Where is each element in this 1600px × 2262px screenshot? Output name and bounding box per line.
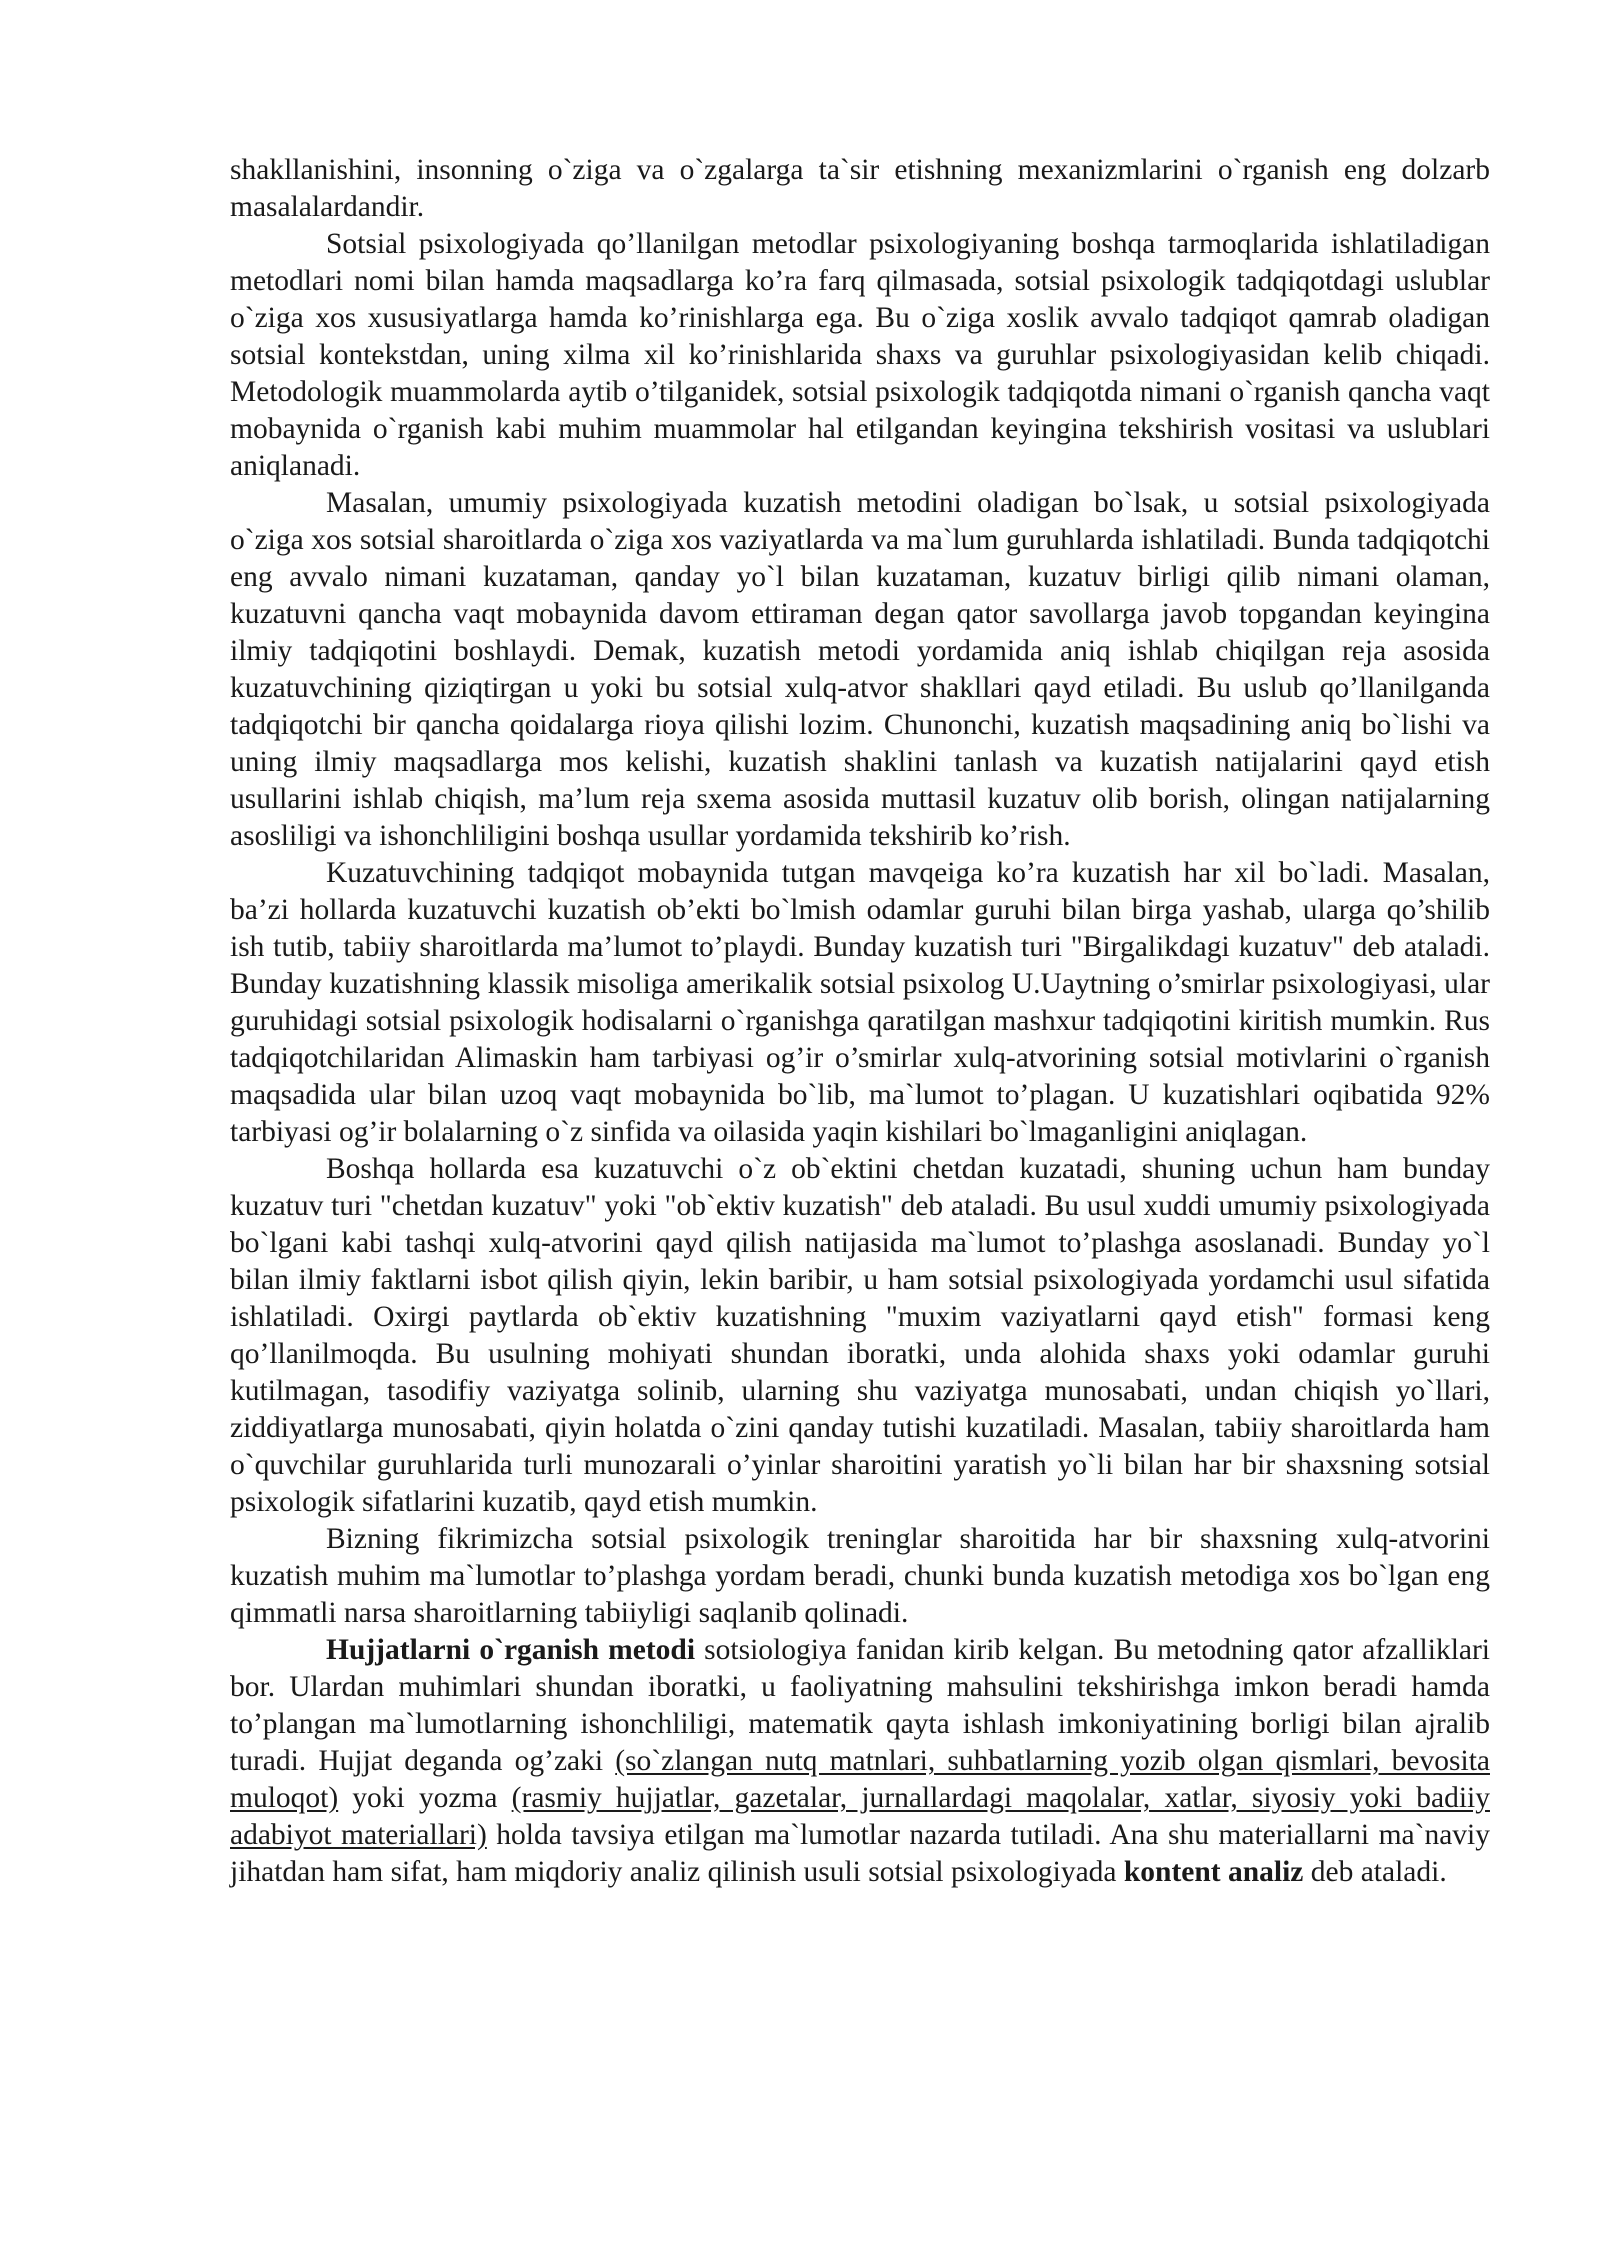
underlined-written-documents: (rasmiy hujjatlar, gazetalar, jurnallardagi maqolalar, xatlar, siyosiy yoki badiiy adabiyot materiallari) bbox=[230, 1782, 1490, 1851]
paragraph-methods-intro: Sotsial psixologiyada qo’llanilgan metodlar psixologiyaning boshqa tarmoqlarida ishlatiladigan metodlari nomi bilan hamda maqsadlarga ko’ra farq qilmasada, sotsial psixologik tadqiqotdagi uslublar o`ziga xos xususiyatlarga hamda ko’rinishlarga ega. Bu o`ziga xoslik avvalo tadqiqot qamrab oladigan sotsial kontekstdan, uning xilma xil ko’rinishlarida shaxs va guruhlar psixologiyasidan kelib chiqadi. Metodologik muammolarda aytib o’tilganidek, sotsial psixologik tadqiqotda nimani o`rganish qancha vaqt mobaynida o`rganish kabi muhim muammolar hal etilgandan keyingina tekshirish vositasi va uslublari aniqlanadi. bbox=[230, 228, 1490, 482]
underlined-oral-documents: (so`zlangan nutq matnlari, suhbatlarning yozib olgan qismlari, bevosita muloqot) bbox=[230, 1745, 1490, 1814]
paragraph-observation-method: Masalan, umumiy psixologiyada kuzatish metodini oladigan bo`lsak, u sotsial psixologiyada o`ziga xos sotsial sharoitlarda o`ziga xos vaziyatlarda va ma`lum guruhlarda ishlatiladi. Bunda tadqiqotchi eng avvalo nimani kuzataman, qanday yo`l bilan kuzataman, kuzatuv birligi qilib nimani olaman, kuzatuvni qancha vaqt mobaynida davom ettiraman degan qator savollarga javob topgandan keyingina ilmiy tadqiqotini boshlaydi. Demak, kuzatish metodi yordamida aniq ishlab chiqilgan reja asosida kuzatuvchining qiziqtirgan u yoki bu sotsial xulq-atvor shakllari qayd etiladi. Bu uslub qo’llanilganda tadqiqotchi bir qancha qoidalarga rioya qilishi lozim. Chunonchi, kuzatish maqsadining aniq bo`lishi va uning ilmiy maqsadlarga mos kelishi, kuzatish shaklini tanlash va kuzatish natijalarini qayd etish usullarini ishlab chiqish, ma’lum reja sxema asosida muttasil kuzatuv olib borish, olingan natijalarning asosliligi va ishonchliligini boshqa usullar yordamida tekshirib ko’rish. bbox=[230, 487, 1490, 852]
text-segment: deb ataladi. bbox=[1303, 1856, 1447, 1888]
paragraph-external-observation: Boshqa hollarda esa kuzatuvchi o`z ob`ektini chetdan kuzatadi, shuning uchun ham bunday kuzatuv turi "chetdan kuzatuv" yoki "ob`ektiv kuzatish" deb ataladi. Bu usul xuddi umumiy psixologiyada bo`lgani kabi tashqi xulq-atvorini qayd qilish natijasida ma`lumot to’plashga asoslanadi. Bunday yo`l bilan ilmiy faktlarni isbot qilish qiyin, lekin baribir, u ham sotsial psixologiyada yordamchi usul sifatida ishlatiladi. Oxirgi paytlarda ob`ektiv kuzatishning "muxim vaziyatlarni qayd etish" formasi keng qo’llanilmoqda. Bu usulning mohiyati shundan iboratki, unda alohida shaxs yoki odamlar guruhi kutilmagan, tasodifiy vaziyatga solinib, ularning shu vaziyatga munosabati, undan chiqish yo`llari, ziddiyatlarga munosabati, qiyin holatda o`zini qanday tutishi kuzatiladi. Masalan, tabiiy sharoitlarda ham o`quvchilar guruhlarida turli munozarali o’yinlar sharoitini yaratish yo`li bilan har bir shaxsning sotsial psixologik sifatlarini kuzatib, qayd etish mumkin. bbox=[230, 1153, 1490, 1518]
text-segment: holda tavsiya etilgan ma`lumotlar nazarda tutiladi. Ana shu materiallarni ma`naviy jihatdan ham sifat, ham miqdoriy analiz qilinish usuli sotsial psixologiyada bbox=[230, 1819, 1490, 1888]
text-segment: yoki yozma bbox=[338, 1782, 512, 1814]
text-segment: sotsiologiya fanidan kirib kelgan. Bu metodning qator afzalliklari bor. Ulardan muhimlari shundan iboratki, u faoliyatning mahsulini tekshirishga imkon beradi hamda to’plangan ma`lumotlarning ishonchliligi, matematik qayta ishlash imkoniyatining borligi bilan ajralib turadi. Hujjat deganda og’zaki bbox=[230, 1634, 1490, 1777]
paragraph-participant-observation: Kuzatuvchining tadqiqot mobaynida tutgan mavqeiga ko’ra kuzatish har xil bo`ladi. Masalan, ba’zi hollarda kuzatuvchi kuzatish ob’ekti bo`lmish odamlar guruhi bilan birga yashab, ularga qo’shilib ish tutib, tabiiy sharoitlarda ma’lumot to’playdi. Bunday kuzatish turi "Birgalikdagi kuzatuv" deb ataladi. Bunday kuzatishning klassik misoliga amerikalik sotsial psixolog U.Uaytning o’smirlar psixologiyasi, ular guruhidagi sotsial psixologik hodisalarni o`rganishga qaratilgan mashxur tadqiqotini kiritish mumkin. Rus tadqiqotchilaridan Alimaskin ham tarbiyasi og’ir o’smirlar xulq-atvorining sotsial motivlarini o`rganish maqsadida ular bilan uzoq vaqt mobaynida bo`lib, ma`lumot to’plagan. U kuzatishlari oqibatida 92% tarbiyasi og’ir bolalarning o`z sinfida va oilasida yaqin kishilari bo`lmaganligini aniqlagan. bbox=[230, 857, 1490, 1148]
paragraph-document-study-method bbox=[230, 1632, 1490, 1891]
paragraph-continuation: shakllanishini, insonning o`ziga va o`zgalarga ta`sir etishning mexanizmlarini o`rganish eng dolzarb masalalardandir. bbox=[230, 154, 1490, 223]
paragraph-trainings: Bizning fikrimizcha sotsial psixologik treninglar sharoitida har bir shaxsning xulq-atvorini kuzatish muhim ma`lumotlar to’plashga yordam beradi, chunki bunda kuzatish metodiga xos bo`lgan eng qimmatli narsa sharoitlarning tabiiyligi saqlanib qolinadi. bbox=[230, 1523, 1490, 1629]
document-page bbox=[230, 152, 1490, 1891]
method-title-bold: Hujjatlarni o`rganish metodi bbox=[326, 1634, 696, 1666]
term-content-analysis: kontent analiz bbox=[1123, 1856, 1304, 1888]
